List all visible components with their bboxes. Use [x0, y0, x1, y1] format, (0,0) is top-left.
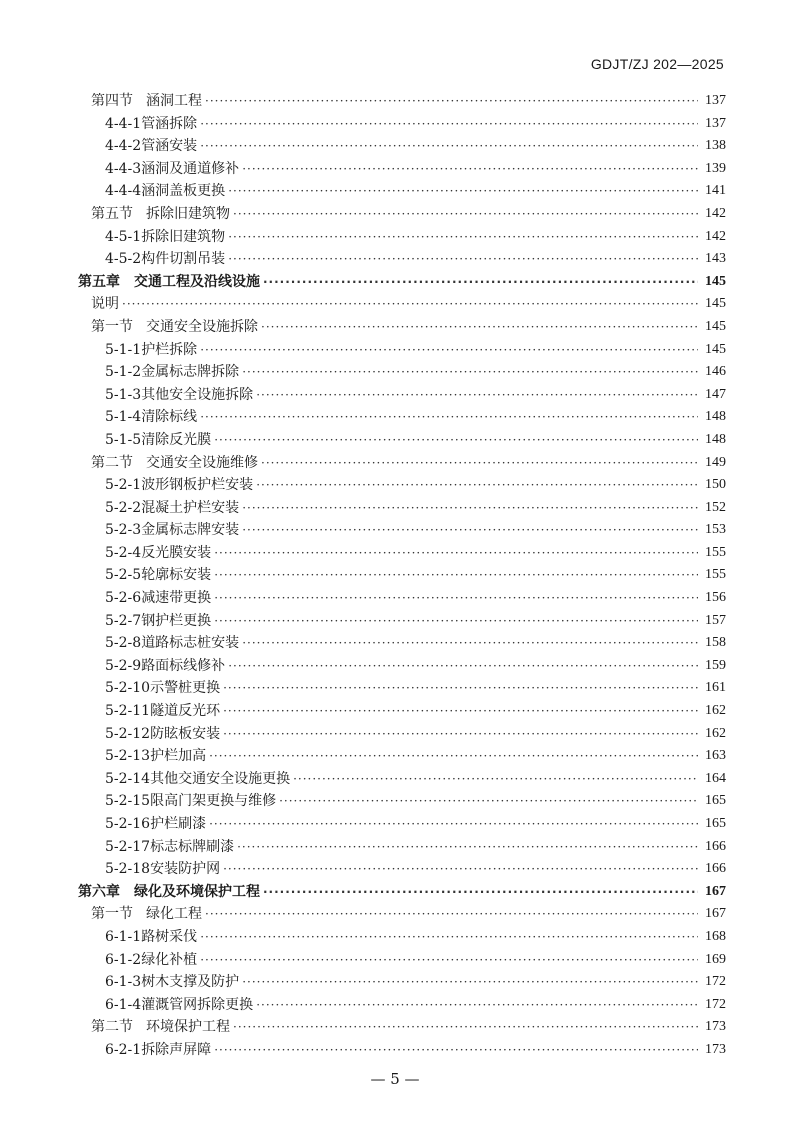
toc-entry-title: 构件切割吊装: [141, 251, 226, 268]
toc-entry-item: [78, 474, 726, 497]
toc-entry-number: 4-5-1: [105, 228, 142, 245]
toc-entry-section: [78, 203, 726, 226]
dot-leader: [214, 542, 698, 565]
dot-leader: [242, 497, 698, 520]
toc-entry-section: [78, 1016, 726, 1039]
toc-entry-number: 6-1-4: [105, 996, 142, 1013]
toc-entry-number: 5-1-5: [105, 431, 142, 448]
toc-entry-page: 167: [705, 906, 726, 922]
toc-entry-number: 6-1-3: [105, 974, 142, 991]
toc-entry-page: 141: [705, 183, 726, 199]
toc-entry-page: 157: [705, 612, 726, 628]
dot-leader: [205, 90, 698, 113]
toc-entry-item: [78, 564, 726, 587]
toc-entry-page: 169: [705, 951, 726, 967]
toc-entry-item: [78, 158, 726, 181]
toc-entry-number: 4-5-2: [105, 251, 142, 268]
toc-entry-number: 5-2-3: [105, 522, 142, 539]
toc-entry-item: [78, 949, 726, 972]
toc-entry-page: 165: [705, 793, 726, 809]
toc-entry-page: 148: [705, 409, 726, 425]
toc-entry-title: 金属标志牌拆除: [141, 364, 240, 381]
toc-entry-number: 5-1-1: [105, 341, 142, 358]
dot-leader: [122, 293, 698, 316]
page-number: — 5 —: [370, 1070, 420, 1088]
dot-leader: [200, 135, 698, 158]
toc-entry-number: 5-2-15: [105, 793, 151, 810]
toc-entry-number: 5-2-6: [105, 590, 142, 607]
toc-entry-number: 5-2-8: [105, 635, 142, 652]
toc-entry-title: 道路标志桩安装: [141, 635, 240, 652]
toc-entry-number: 第六章: [78, 883, 120, 900]
toc-entry-title: 安装防护网: [150, 861, 221, 878]
toc-entry-item: [78, 361, 726, 384]
dot-leader: [256, 994, 698, 1017]
toc-entry-section: [78, 316, 726, 339]
dot-leader: [200, 406, 698, 429]
toc-entry-number: 5-1-2: [105, 364, 142, 381]
toc-entry-item: [78, 723, 726, 746]
toc-entry-title: 涵洞盖板更换: [141, 183, 226, 200]
toc-entry-number: 4-4-3: [105, 160, 142, 177]
toc-entry-item: [78, 248, 726, 271]
toc-entry-number: 6-1-2: [105, 951, 142, 968]
toc-entry-title: 金属标志牌安装: [141, 522, 240, 539]
dot-leader: [205, 903, 698, 926]
dot-leader: [228, 248, 698, 271]
toc-entry-page: 137: [705, 93, 726, 108]
toc-entry-number: 第四节: [91, 93, 133, 109]
toc-entry-item: [78, 384, 726, 407]
toc-entry-number: 4-4-4: [105, 183, 142, 200]
toc-entry-page: 149: [705, 454, 726, 470]
dot-leader: [200, 113, 698, 136]
toc-entry-number: 5-2-5: [105, 567, 142, 584]
toc-entry-item: [78, 632, 726, 655]
toc-entry-title: 防眩板安装: [150, 725, 221, 742]
toc-entry-title: 管涵安装: [141, 138, 198, 155]
toc-entry-title: 护栏刷漆: [150, 816, 207, 832]
toc-entry-number: 4-4-1: [105, 115, 142, 132]
toc-entry-title: 交通安全设施拆除: [146, 318, 258, 335]
toc-entry-page: 143: [705, 251, 726, 267]
dot-leader: [263, 271, 698, 294]
toc-entry-item: [78, 339, 726, 362]
toc-entry-title: 清除反光膜: [141, 431, 212, 448]
toc-entry-page: 145: [705, 341, 726, 357]
toc-entry-title: 其他安全设施拆除: [141, 386, 254, 403]
toc-entry-title: 钢护栏更换: [141, 612, 212, 629]
toc-entry-item: [78, 677, 726, 700]
toc-entry-number: 5-2-7: [105, 612, 142, 629]
toc-entry-item: [78, 180, 726, 203]
dot-leader: [228, 180, 698, 203]
dot-leader: [242, 519, 698, 542]
dot-leader: [223, 677, 698, 700]
toc-entry-page: 166: [705, 861, 726, 877]
toc-entry-page: 173: [705, 1019, 726, 1035]
toc-entry-item: [78, 113, 726, 136]
toc-entry-page: 155: [705, 544, 726, 560]
toc-entry-number: 5-2-11: [105, 703, 151, 720]
dot-leader: [228, 655, 698, 678]
toc-entry-item: [78, 226, 726, 249]
dot-leader: [200, 339, 698, 362]
toc-entry-number: 第五章: [78, 273, 120, 290]
toc-entry-item: [78, 836, 726, 859]
toc-entry-item: [78, 700, 726, 723]
toc-entry-title: 清除标线: [141, 409, 198, 426]
toc-entry-section: [78, 903, 726, 926]
toc-entry-page: 138: [705, 138, 726, 154]
toc-entry-page: 173: [705, 1041, 726, 1057]
toc-entry-title: 反光膜安装: [141, 544, 212, 561]
dot-leader: [214, 587, 698, 610]
dot-leader: [237, 836, 698, 859]
toc-entry-title: 限高门架更换与维修: [150, 793, 277, 810]
toc-entry-title: 其他交通安全设施更换: [150, 770, 291, 787]
toc-entry-title: 交通工程及沿线设施: [134, 273, 260, 290]
toc-entry-title: 拆除旧建筑物: [141, 228, 226, 245]
toc-entry-page: 163: [705, 748, 726, 764]
dot-leader: [293, 768, 698, 791]
toc-entry-item: [78, 406, 726, 429]
toc-entry-title: 管涵拆除: [141, 115, 198, 132]
toc-entry-title: 涵洞及通道修补: [141, 160, 240, 177]
toc-entry-number: 5-2-4: [105, 544, 142, 561]
dot-leader: [200, 926, 698, 949]
toc-entry-item: [78, 135, 726, 158]
toc-entry-number: 5-2-14: [105, 770, 151, 787]
dot-leader: [223, 700, 698, 723]
dot-leader: [261, 452, 698, 475]
dot-leader: [242, 971, 698, 994]
toc-entry-page: 164: [705, 770, 726, 786]
toc-entry-number: 第二节: [91, 454, 133, 471]
toc-entry-number: 5-2-17: [105, 838, 151, 855]
dot-leader: [263, 881, 698, 904]
toc-entry-section: [78, 452, 726, 475]
toc-entry-page: 137: [705, 115, 726, 131]
toc-entry-number: 第二节: [91, 1019, 133, 1036]
toc-entry-page: 159: [705, 657, 726, 673]
toc-entry-page: 172: [705, 974, 726, 990]
toc-entry-title: 树木支撑及防护: [141, 974, 240, 991]
toc-entry-page: 161: [705, 680, 726, 696]
toc-entry-number: 5-1-4: [105, 409, 142, 426]
toc-entry-page: 145: [705, 318, 726, 334]
dot-leader: [200, 949, 698, 972]
dot-leader: [209, 745, 698, 768]
toc-entry-title: 绿化工程: [146, 906, 202, 923]
toc-entry-page: 148: [705, 431, 726, 447]
toc-entry-item: [78, 1039, 726, 1062]
dot-leader: [223, 723, 698, 746]
toc-entry-title: 拆除旧建筑物: [146, 205, 230, 222]
toc-entry-title: 示警桩更换: [150, 680, 221, 697]
toc-entry-title: 交通安全设施维修: [146, 454, 258, 471]
toc-entry-item: [78, 926, 726, 949]
toc-entry-page: 142: [705, 205, 726, 221]
document-code: GDJT/ZJ 202—2025: [590, 56, 724, 72]
toc-entry-number: 5-1-3: [105, 386, 142, 403]
toc-entry-page: 145: [705, 296, 726, 312]
dot-leader: [233, 203, 698, 226]
toc-entry-number: 第五节: [91, 205, 133, 222]
toc-entry-note: [78, 293, 726, 316]
toc-entry-page: 162: [705, 725, 726, 741]
toc-entry-title: 护栏拆除: [141, 341, 198, 358]
toc-entry-number: 6-2-1: [105, 1041, 142, 1058]
toc-entry-item: [78, 858, 726, 881]
dot-leader: [242, 632, 698, 655]
dot-leader: [214, 610, 698, 633]
toc-entry-title: 护栏加高: [150, 748, 207, 765]
toc-entry-page: 166: [705, 838, 726, 854]
toc-entry-title: 环境保护工程: [146, 1019, 230, 1036]
toc-entry-chapter: [78, 271, 726, 294]
toc-entry-item: [78, 971, 726, 994]
toc-entry-title: 灌溉管网拆除更换: [141, 996, 254, 1013]
toc-entry-item: [78, 587, 726, 610]
dot-leader: [223, 858, 698, 881]
dot-leader: [228, 226, 698, 249]
toc-entry-number: 5-2-2: [105, 499, 142, 516]
toc-entry-page: 158: [705, 635, 726, 651]
toc-entry-item: [78, 994, 726, 1017]
dot-leader: [214, 564, 698, 587]
toc-entry-number: 5-2-16: [105, 816, 151, 832]
toc-entry-page: 142: [705, 228, 726, 244]
toc-entry-title: 混凝土护栏安装: [141, 499, 240, 516]
toc-entry-section: [78, 90, 726, 113]
toc-entry-number: 5-2-12: [105, 725, 151, 742]
dot-leader: [209, 813, 698, 836]
dot-leader: [256, 384, 698, 407]
toc-entry-page: 150: [705, 477, 726, 493]
toc-entry-number: 5-2-18: [105, 861, 151, 878]
toc-entry-page: 146: [705, 364, 726, 380]
dot-leader: [242, 361, 698, 384]
toc-entry-page: 145: [705, 273, 726, 289]
toc-entry-number: 6-1-1: [105, 928, 142, 945]
toc-entry-title: 轮廓标安装: [141, 567, 212, 584]
toc-entry-page: 168: [705, 928, 726, 944]
toc-entry-title: 涵洞工程: [146, 93, 202, 109]
toc-entry-title: 减速带更换: [141, 590, 212, 607]
toc-entry-number: 5-2-13: [105, 748, 151, 765]
toc-entry-page: 172: [705, 996, 726, 1012]
toc-entry-title: 绿化及环境保护工程: [134, 883, 260, 900]
dot-leader: [214, 429, 698, 452]
toc-entry-item: [78, 542, 726, 565]
toc-entry-title: 隧道反光环: [150, 703, 221, 720]
toc-entry-page: 139: [705, 160, 726, 176]
toc-entry-page: 162: [705, 703, 726, 719]
toc-entry-page: 152: [705, 499, 726, 515]
dot-leader: [279, 790, 698, 813]
toc-entry-item: [78, 790, 726, 813]
toc-entry-page: 153: [705, 522, 726, 538]
table-of-contents: [78, 90, 726, 1062]
dot-leader: [261, 316, 698, 339]
toc-entry-number: 5-2-10: [105, 680, 151, 697]
toc-entry-number: 第一节: [91, 318, 133, 335]
toc-entry-number: 4-4-2: [105, 138, 142, 155]
toc-entry-item: [78, 519, 726, 542]
toc-entry-item: [78, 429, 726, 452]
toc-entry-title: 说明: [91, 296, 119, 313]
toc-entry-page: 165: [705, 816, 726, 831]
toc-entry-item: [78, 497, 726, 520]
toc-entry-page: 147: [705, 386, 726, 402]
dot-leader: [233, 1016, 698, 1039]
toc-entry-item: [78, 610, 726, 633]
toc-entry-title: 拆除声屏障: [141, 1041, 212, 1058]
dot-leader: [256, 474, 698, 497]
dot-leader: [214, 1039, 698, 1062]
toc-entry-item: [78, 655, 726, 678]
toc-entry-page: 155: [705, 567, 726, 583]
toc-entry-number: 第一节: [91, 906, 133, 923]
toc-entry-title: 路面标线修补: [141, 657, 226, 674]
toc-entry-item: [78, 745, 726, 768]
toc-entry-page: 156: [705, 590, 726, 606]
toc-entry-number: 5-2-9: [105, 657, 142, 674]
dot-leader: [242, 158, 698, 181]
toc-entry-title: 标志标牌刷漆: [150, 838, 235, 855]
toc-entry-chapter: [78, 881, 726, 904]
toc-entry-title: 波形钢板护栏安装: [141, 477, 254, 494]
toc-entry-item: [78, 768, 726, 791]
toc-entry-title: 绿化补植: [141, 951, 198, 968]
toc-entry-number: 5-2-1: [105, 477, 142, 494]
toc-entry-title: 路树采伐: [141, 928, 198, 945]
toc-entry-page: 167: [705, 883, 726, 899]
toc-entry-item: [78, 813, 726, 836]
